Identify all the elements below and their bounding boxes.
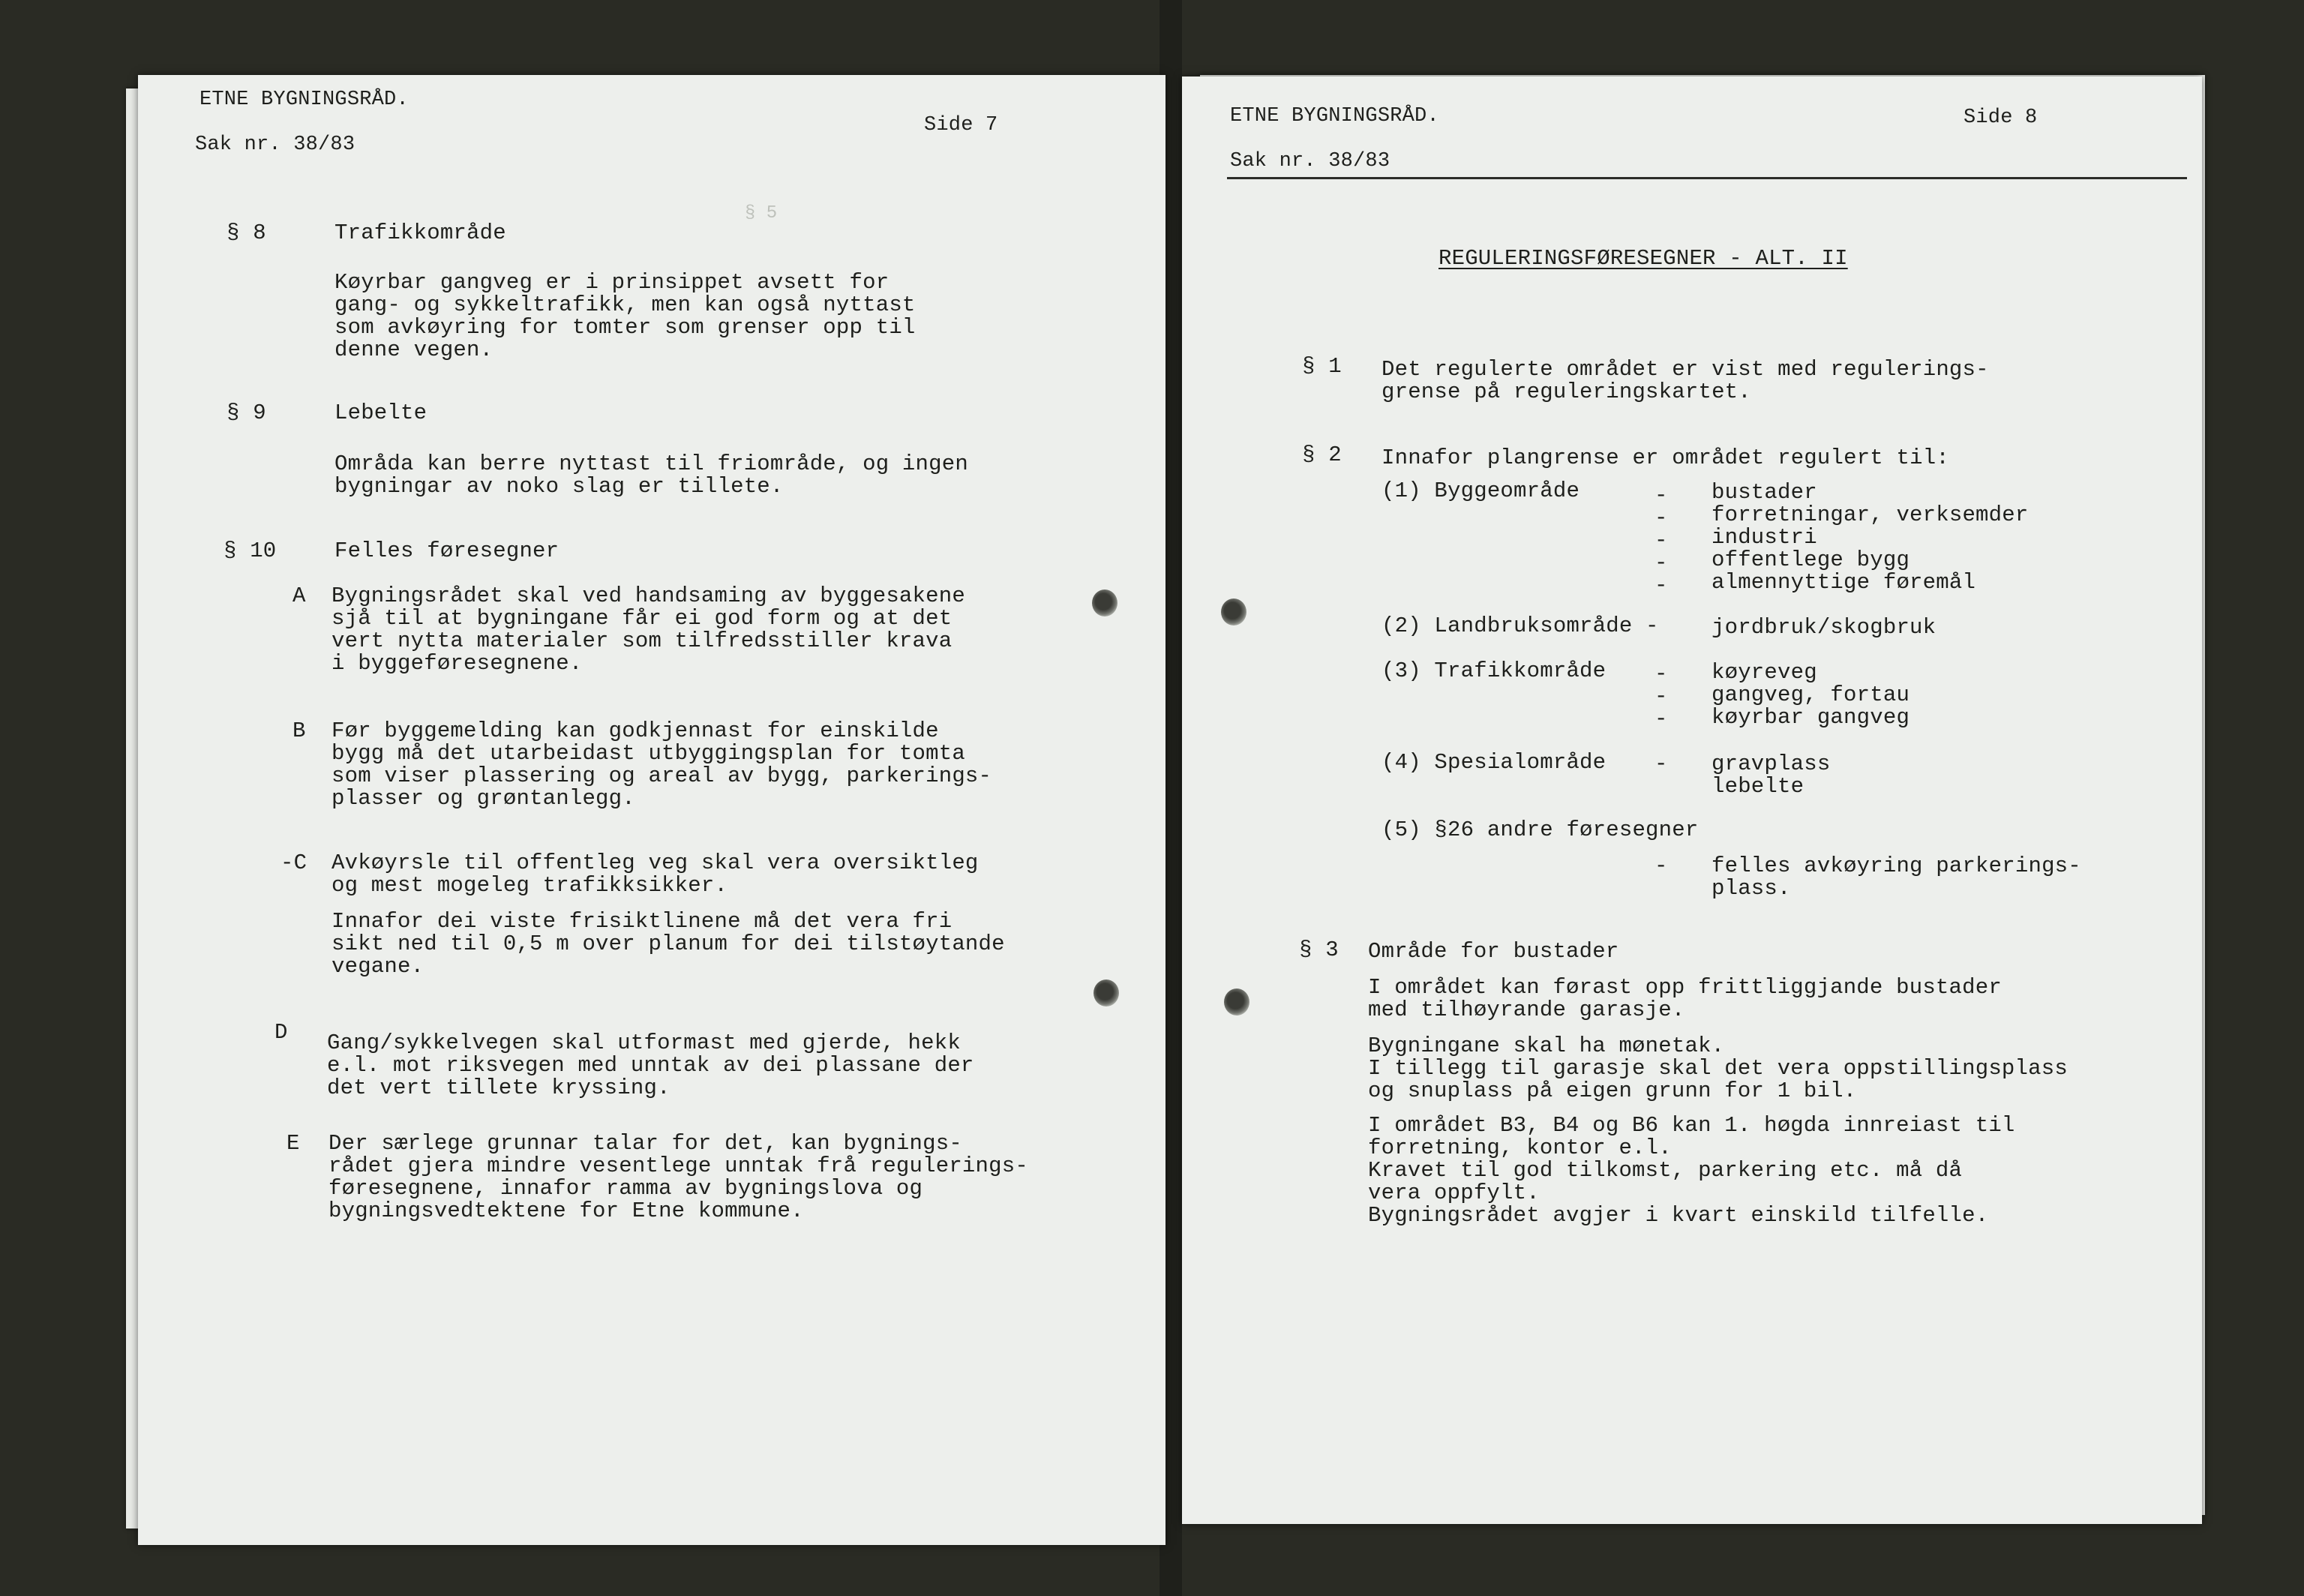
left-page xyxy=(138,75,1166,1545)
case-number: Sak nr. 38/83 xyxy=(195,134,356,156)
case-number: Sak nr. 38/83 xyxy=(1230,150,1390,172)
dash: - xyxy=(1654,662,1668,686)
dash: - xyxy=(1654,706,1668,731)
item-letter: A xyxy=(292,584,306,608)
text-line: e.l. mot riksvegen med unntak av dei plassane der xyxy=(327,1053,974,1078)
right-page xyxy=(1182,76,2202,1524)
section-number: § 2 xyxy=(1302,442,1342,467)
zone-item: forretningar, verksemder xyxy=(1712,502,2029,527)
text-line: bygg må det utarbeidast utbyggingsplan for tomta xyxy=(332,741,965,766)
punch-hole xyxy=(1094,980,1119,1006)
zone-item: gangveg, fortau xyxy=(1712,682,1910,707)
section-intro: Innafor plangrense er området regulert til: xyxy=(1382,446,1949,470)
text-line: og snuplass på eigen grunn for 1 bil. xyxy=(1368,1078,1857,1103)
text-line: I området B3, B4 og B6 kan 1. høgda innreiast til xyxy=(1368,1113,2015,1138)
section-number: § 1 xyxy=(1302,354,1342,379)
section-number: § 9 xyxy=(226,400,266,425)
punch-hole xyxy=(1224,988,1250,1016)
zone-item: felles avkøyring parkerings- xyxy=(1712,854,2081,878)
text-line: Der særlege grunnar talar for det, kan bygnings- xyxy=(328,1131,962,1156)
text-line: Områda kan berre nyttast til friområde, og ingen xyxy=(334,452,968,476)
text-line: Bygningsrådet avgjer i kvart einskild tilfelle. xyxy=(1368,1203,1989,1228)
zone-item: gravplass xyxy=(1712,752,1831,776)
text-line: Det regulerte området er vist med regulerings- xyxy=(1382,357,1989,382)
text-line: Bygningsrådet skal ved handsaming av byggesakene xyxy=(332,584,965,608)
text-line: som avkøyring for tomter som grenser opp til xyxy=(334,315,916,340)
text-line: Gang/sykkelvegen skal utformast med gjerde, hekk xyxy=(327,1030,961,1055)
text-line: Før byggemelding kan godkjennast for einskilde xyxy=(332,718,939,743)
item-letter: D xyxy=(274,1020,288,1045)
zone-item: køyreveg xyxy=(1712,660,1817,685)
text-line: med tilhøyrande garasje. xyxy=(1368,998,1685,1022)
header-rule xyxy=(1227,177,2187,179)
dash: - xyxy=(1654,573,1668,598)
text-line: rådet gjera mindre vesentlege unntak frå regulerings- xyxy=(328,1154,1028,1178)
text-line: og mest mogeleg trafikksikker. xyxy=(332,873,728,898)
text-line: vera oppfylt. xyxy=(1368,1180,1540,1205)
page-number: Side 8 xyxy=(1964,106,2038,129)
zone-label: (5) §26 andre føresegner xyxy=(1382,818,1699,842)
dash: - xyxy=(1654,752,1668,776)
dash: - xyxy=(1654,483,1668,508)
punch-hole xyxy=(1092,590,1118,616)
dash: - xyxy=(1654,506,1668,530)
section-number: § 3 xyxy=(1299,938,1339,962)
text-line: bygningsvedtektene for Etne kommune. xyxy=(328,1198,804,1223)
text-line: vegane. xyxy=(332,954,424,979)
text-line: gang- og sykkeltrafikk, men kan også nyttast xyxy=(334,292,916,317)
text-line: I området kan førast opp frittliggjande bustader xyxy=(1368,975,2002,1000)
item-letter: E xyxy=(286,1131,300,1156)
zone-item: offentlege bygg xyxy=(1712,548,1910,572)
text-line: Avkøyrsle til offentleg veg skal vera oversiktleg xyxy=(332,850,979,875)
zone-item: industri xyxy=(1712,525,1817,550)
text-line: Køyrbar gangveg er i prinsippet avsett for xyxy=(334,270,890,295)
text-line: føresegnene, innafor ramma av bygningslova og xyxy=(328,1176,923,1201)
zone-label: (4) Spesialområde xyxy=(1382,750,1606,775)
section-title: Område for bustader xyxy=(1368,939,1619,964)
text-line: Bygningane skal ha mønetak. xyxy=(1368,1034,1725,1058)
section-number: § 8 xyxy=(226,220,266,245)
org-name: ETNE BYGNINGSRÅD. xyxy=(200,88,409,111)
text-line: plasser og grøntanlegg. xyxy=(332,786,635,811)
zone-item: lebelte xyxy=(1712,774,1804,799)
text-line: denne vegen. xyxy=(334,338,494,362)
zone-label: (3) Trafikkområde xyxy=(1382,658,1606,683)
text-line: grense på reguleringskartet. xyxy=(1382,380,1751,404)
item-letter: B xyxy=(292,718,306,743)
zone-item: plass. xyxy=(1712,876,1791,901)
text-line: Kravet til god tilkomst, parkering etc. må då xyxy=(1368,1158,1963,1183)
text-line: sjå til at bygningane får ei god form og at det xyxy=(332,606,952,631)
section-title: Lebelte xyxy=(334,400,428,425)
zone-item: almennyttige føremål xyxy=(1712,570,1976,595)
section-title: Felles føresegner xyxy=(334,538,560,563)
text-line: det vert tillete kryssing. xyxy=(327,1076,670,1100)
org-name: ETNE BYGNINGSRÅD. xyxy=(1230,105,1439,128)
text-line: forretning, kontor e.l. xyxy=(1368,1136,1672,1160)
item-letter: -C xyxy=(280,850,308,875)
document-heading: REGULERINGSFØRESEGNER - ALT. II xyxy=(1438,246,1848,271)
dash: - xyxy=(1654,528,1668,553)
dash: - xyxy=(1654,854,1668,878)
zone-label: (2) Landbruksområde - xyxy=(1382,614,1659,638)
punch-hole xyxy=(1221,598,1246,626)
zone-label: (1) Byggeområde xyxy=(1382,478,1580,503)
zone-item: jordbruk/skogbruk xyxy=(1712,615,1936,640)
text-line: som viser plassering og areal av bygg, parkerings- xyxy=(332,764,992,788)
text-line: i byggeføresegnene. xyxy=(332,651,583,676)
zone-item: køyrbar gangveg xyxy=(1712,705,1910,730)
page-number: Side 7 xyxy=(924,114,998,136)
text-line: vert nytta materialer som tilfredsstiller krava xyxy=(332,628,952,653)
text-line: I tillegg til garasje skal det vera oppstillingsplass xyxy=(1368,1056,2068,1081)
dash: - xyxy=(1654,550,1668,575)
bleed-through-text: § 5 xyxy=(183,203,778,224)
zone-item: bustader xyxy=(1712,480,1817,505)
section-title: Trafikkområde xyxy=(334,220,506,245)
text-line: sikt ned til 0,5 m over planum for dei tilstøytande xyxy=(332,932,1005,956)
section-number: § 10 xyxy=(224,538,277,563)
dash: - xyxy=(1654,684,1668,709)
text-line: bygningar av noko slag er tillete. xyxy=(334,474,784,499)
text-line: Innafor dei viste frisiktlinene må det vera fri xyxy=(332,909,952,934)
